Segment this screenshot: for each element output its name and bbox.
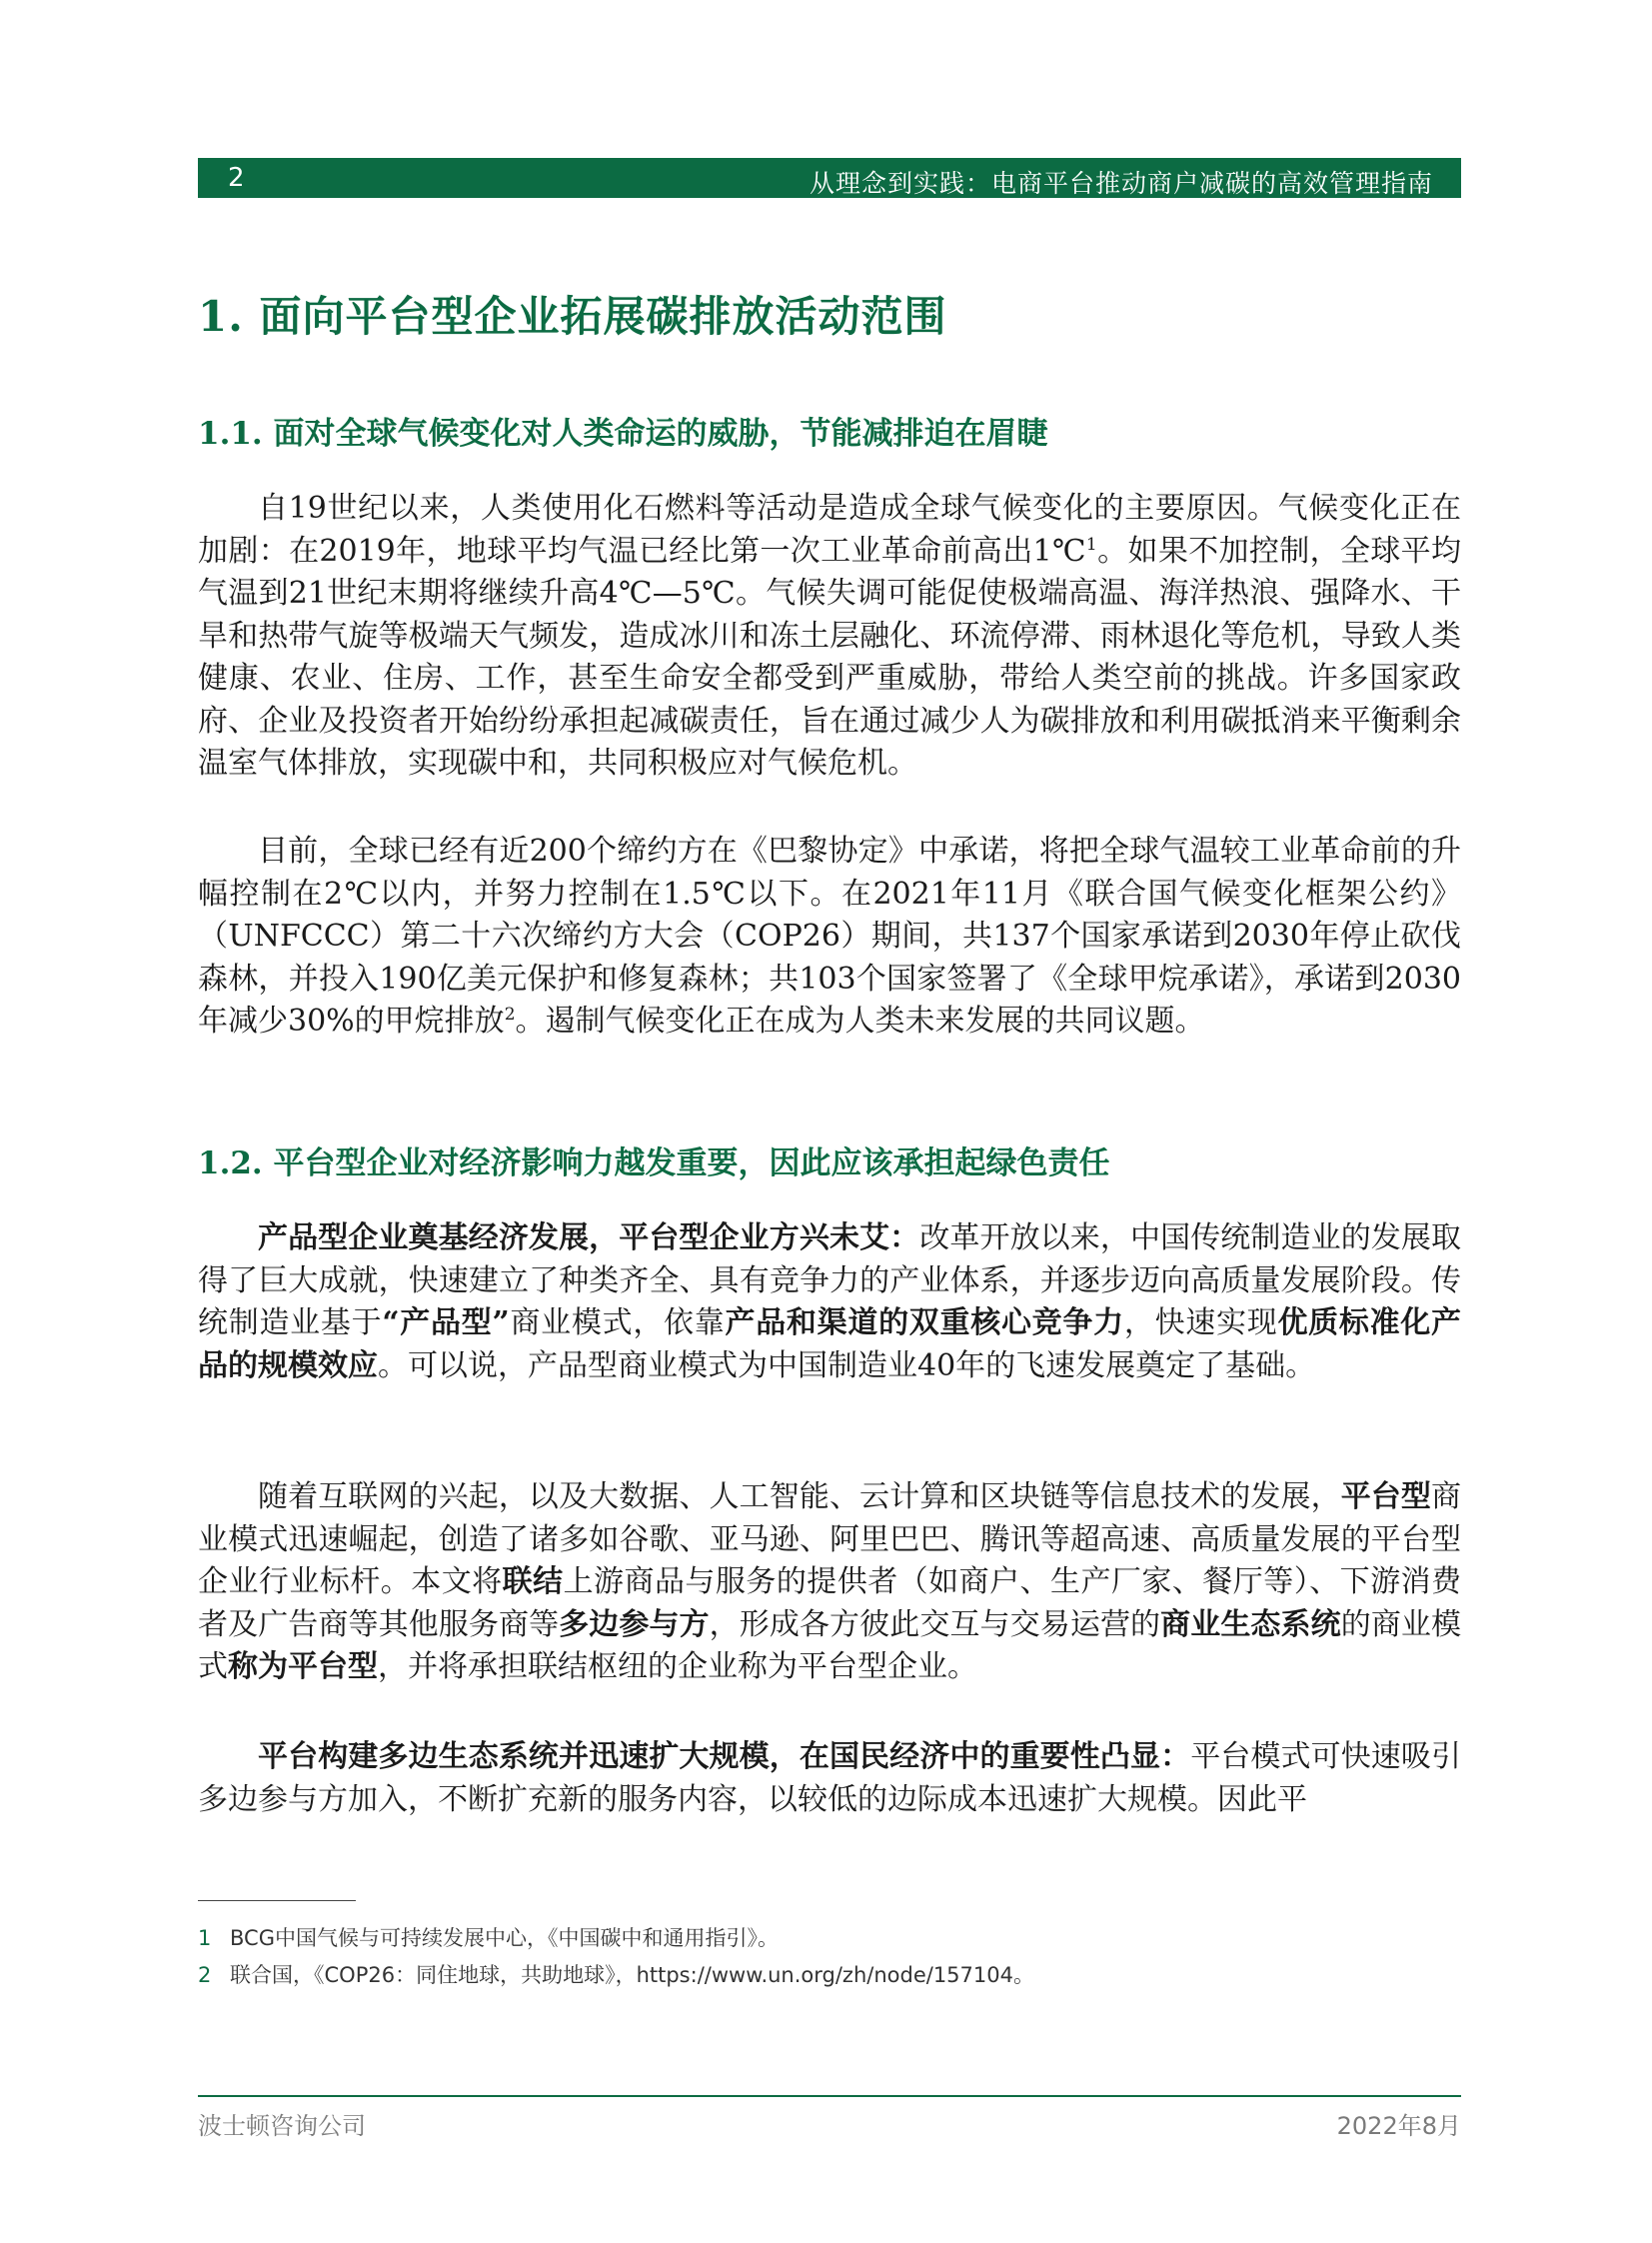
paragraph-climate-threat: 自19世纪以来，人类使用化石燃料等活动是造成全球气候变化的主要原因。气候变化正在加剧：在2019年，地球平均气温已经比第一次工业革命前高出1℃$^1$。如果不加控制，全球平均气温到21世纪末期将继续升高4℃—5℃。气候失调可能促使极端高温、海洋热浪、强降水、干旱和热带气旋等极端天气频发，造成冰川和冻土层融化、环流停滞、雨林退化等危机，导致人类健康、农业、住房、工作，甚至生命安全都受到严重威胁，带给人类空前的挑战。许多国家政府、企业及投资者开始纷纷承担起减碳责任，旨在通过减少人为碳排放和利用碳抵消来平衡剩余温室气体排放，实现碳中和，共同积极应对气候危机。 xyxy=(198,491,1462,781)
footnote-divider xyxy=(198,1900,356,1901)
document-title: 从理念到实践：电商平台推动商户减碳的高效管理指南 xyxy=(809,169,1433,198)
page-number: 2 xyxy=(228,163,245,193)
footer-divider xyxy=(198,2095,1461,2097)
paragraph-platform-model: 随着互联网的兴起，以及大数据、人工智能、云计算和区块链等信息技术的发展，平台型商业模式迅速崛起，创造了诸多如谷歌、亚马逊、阿里巴巴、腾讯等超高速、高质量发展的平台型企业行业标杆。本文将联结上游商品与服务的提供者（如商户、生产厂家、餐厅等）、下游消费者及广告商等其他服务商等多边参与方，形成各方彼此交互与交易运营的商业生态系统的商业模式称为平台型，并将承担联结枢纽的企业称为平台型企业。 xyxy=(198,1479,1462,1684)
footer-date: 2022年8月 xyxy=(1336,2112,1461,2140)
header-bar xyxy=(198,158,1461,198)
footer-company: 波士顿咨询公司 xyxy=(198,2112,366,2140)
subsection-title-1-1: 1.1. 面对全球气候变化对人类命运的威胁，节能减排迫在眉睫 xyxy=(198,416,1048,452)
subsection-title-1-2: 1.2. 平台型企业对经济影响力越发重要，因此应该承担起绿色责任 xyxy=(198,1145,1110,1181)
footnote-ref-1[interactable]: 1 xyxy=(1085,534,1097,555)
paragraph-paris-agreement: 目前，全球已经有近200个缔约方在《巴黎协定》中承诺，将把全球气温较工业革命前的升幅控制在2℃以内，并努力控制在1.5℃以下。在2021年11月《联合国气候变化框架公约》（UNFCCC）第二十六次缔约方大会（COP26）期间，共137个国家承诺到2030年停止砍伐森林，并投入190亿美元保护和修复森林；共103个国家签署了《全球甲烷承诺》，承诺到2030年减少30%的甲烷排放$^2$。遏制气候变化正在成为人类未来发展的共同议题。 xyxy=(198,834,1461,1039)
footnote-2: 2 联合国，《COP26：同住地球，共助地球》，https://www.un.org/zh/node/157104。 xyxy=(198,1963,1034,1987)
footnote-1: 1 BCG中国气候与可持续发展中心，《中国碳中和通用指引》。 xyxy=(198,1926,779,1950)
paragraph-platform-ecosystem: 平台构建多边生态系统并迅速扩大规模，在国民经济中的重要性凸显：平台模式可快速吸引多边参与方加入，不断扩充新的服务内容，以较低的边际成本迅速扩大规模。因此平 xyxy=(198,1739,1462,1817)
section-title: 1. 面向平台型企业拓展碳排放活动范围 xyxy=(198,292,947,341)
footnote-ref-2[interactable]: 2 xyxy=(504,1005,516,1025)
paragraph-product-enterprise: 产品型企业奠基经济发展，平台型企业方兴未艾：改革开放以来，中国传统制造业的发展取得了巨大成就，快速建立了种类齐全、具有竞争力的产业体系，并逐步迈向高质量发展阶段。传统制造业基于“产品型”商业模式，依靠产品和渠道的双重核心竞争力，快速实现优质标准化产品的规模效应。可以说，产品型商业模式为中国制造业40年的飞速发展奠定了基础。 xyxy=(198,1220,1462,1383)
